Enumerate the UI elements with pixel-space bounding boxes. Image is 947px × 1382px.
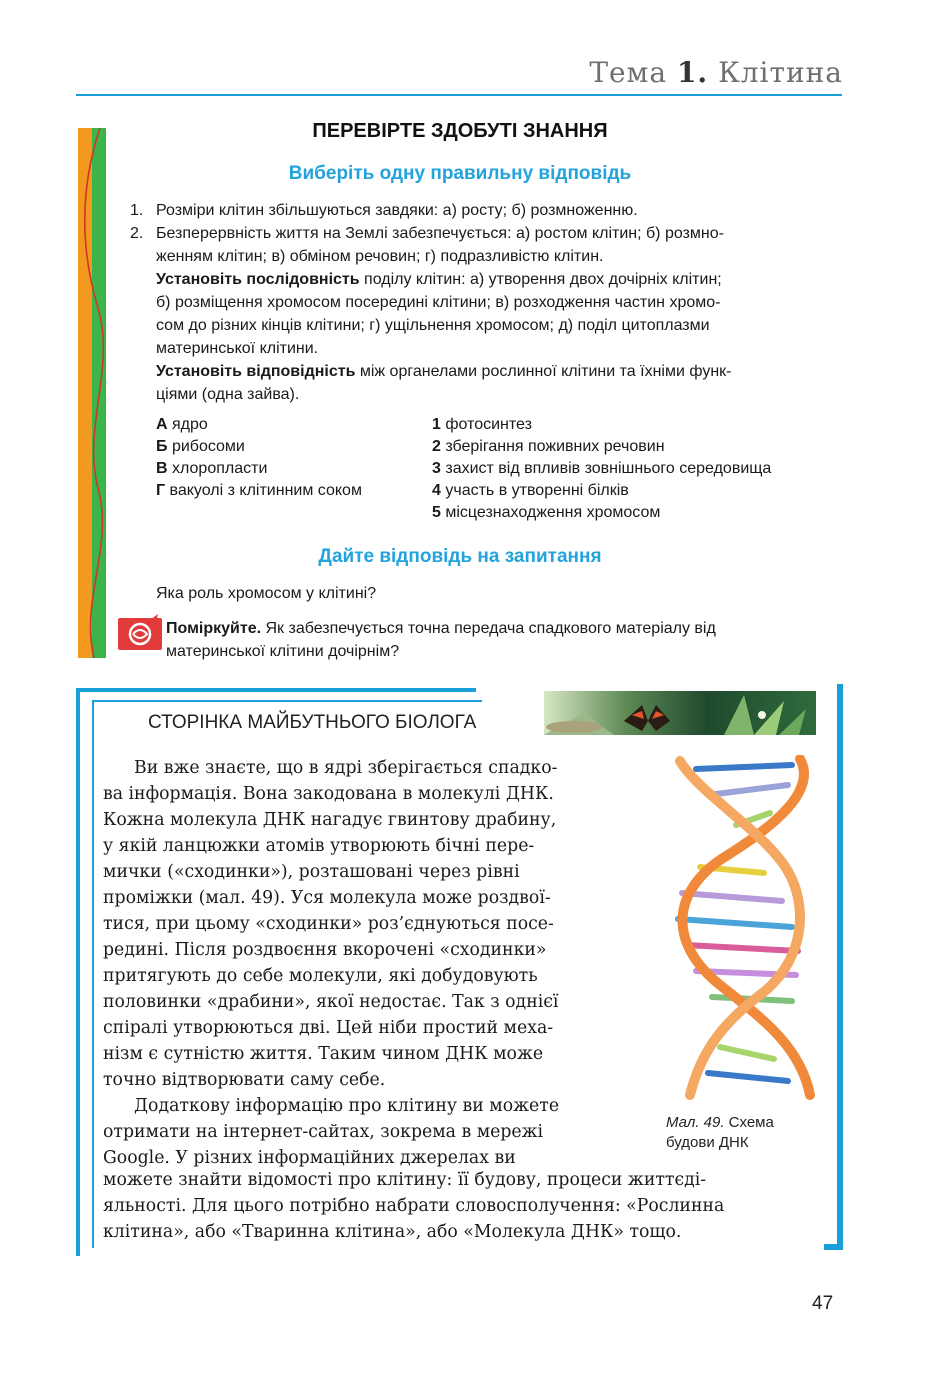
topic-label: Тема	[589, 56, 668, 89]
text-line: клітина», або «Тваринна клітина», або «Молекула ДНК» тощо.	[103, 1222, 682, 1242]
open-question: Яка роль хромосом у клітині?	[156, 585, 377, 602]
think-task-text: Як забезпечується точна передача спадкового матеріалу від	[261, 620, 716, 637]
question-2-cont: женням клітин; в) обміном речовин; г) подразливістю клітин.	[156, 248, 604, 265]
question-number: 1.	[130, 202, 144, 219]
think-task-bold: Поміркуйте.	[166, 620, 262, 637]
sequence-task-line3: сом до різних кінців клітини; г) ущільнення хромосом; д) поділ цитоплазми	[156, 317, 710, 334]
caption-label: Мал. 49.	[666, 1114, 725, 1131]
think-task-line1	[166, 617, 842, 640]
function-item: 3 захист від впливів зовнішнього середовища	[432, 460, 772, 477]
future-text-wide	[103, 1167, 813, 1245]
organelle-item: Б рибосоми	[156, 438, 245, 455]
text-line: притягують до себе молекули, які добудовують	[103, 966, 538, 986]
dna-helix-illustration	[660, 755, 830, 1100]
sequence-task-line1	[156, 268, 842, 291]
text-line: ва інформація. Вона закодована в молекулі ДНК.	[103, 784, 554, 804]
correspondence-task-line1	[156, 360, 842, 383]
topic-name: Клітина	[718, 56, 843, 89]
box-inner-border-top	[92, 700, 482, 702]
question-text: Безперервність життя на Землі забезпечується: а) ростом клітин; б) розмно-	[156, 225, 724, 242]
function-item: 4 участь в утворенні білків	[432, 482, 629, 499]
nature-photo-strip	[544, 691, 816, 735]
question-1	[130, 199, 842, 222]
subhead-answer-question: Дайте відповідь на запитання	[318, 546, 602, 567]
text-line: Google. У різних інформаційних джерелах ви	[103, 1148, 516, 1168]
future-text-narrow	[103, 755, 641, 1171]
sequence-task-line2: б) розміщення хромосом посередині клітини; в) розходження частин хромо-	[156, 294, 721, 311]
box-border-top	[76, 688, 476, 692]
think-task-line2: материнської клітини дочірнім?	[166, 643, 400, 660]
header-rule	[76, 94, 842, 96]
sequence-task-text: поділу клітин: а) утворення двох дочірніх клітин;	[359, 271, 722, 288]
correspondence-task-line2: ціями (одна зайва).	[156, 386, 300, 403]
subhead-choose-answer: Виберіть одну правильну відповідь	[288, 163, 632, 184]
text-line: отримати на інтернет-сайтах, зокрема в мережі	[103, 1122, 544, 1142]
text-line: Додаткову інформацію про клітину ви можете	[134, 1096, 560, 1116]
organelle-item: А ядро	[156, 416, 208, 433]
box-border-right	[837, 684, 843, 1250]
text-line: редині. Після роздвоєння вкорочені «сходинки»	[103, 940, 547, 960]
section-title: ПЕРЕВІРТЕ ЗДОБУТІ ЗНАННЯ	[312, 120, 608, 142]
box-border-bottom	[824, 1244, 843, 1250]
figure-caption	[666, 1113, 826, 1153]
page-number: 47	[812, 1293, 834, 1314]
brain-think-icon	[118, 614, 162, 650]
function-item: 1 фотосинтез	[432, 416, 532, 433]
text-line: половинки «драбини», якої недостає. Так з однієї	[103, 992, 559, 1012]
text-line: можете знайти відомості про клітину: її будову, процеси життєді-	[103, 1170, 707, 1190]
text-line: тися, при цьому «сходинки» роз’єднуються посе-	[103, 914, 554, 934]
question-text: Розміри клітин збільшуються завдяки: а) росту; б) розмноженню.	[156, 202, 638, 219]
text-line: у якій ланцюжки атомів утворюють бічні пере-	[103, 836, 535, 856]
box-border-left	[76, 688, 80, 1256]
text-line: точно відтворювати саму себе.	[103, 1070, 386, 1090]
organelle-item: Г вакуолі з клітинним соком	[156, 482, 362, 499]
text-line: Ви вже знаєте, що в ядрі зберігається спадко-	[134, 758, 558, 778]
text-line: проміжки (мал. 49). Уся молекула може роздвої-	[103, 888, 551, 908]
question-2	[130, 222, 842, 245]
text-line: нізм є сутністю життя. Таким чином ДНК може	[103, 1044, 544, 1064]
text-line: мички («сходинки»), розташовані через рівні	[103, 862, 520, 882]
caption-text: Схема	[724, 1114, 774, 1131]
sequence-task-bold: Установіть послідовність	[156, 271, 360, 288]
box-inner-border-left	[92, 700, 94, 1248]
text-line: яльності. Для цього потрібно набрати словосполучення: «Рослинна	[103, 1196, 725, 1216]
future-biologist-title: СТОРІНКА МАЙБУТНЬОГО БІОЛОГА	[148, 712, 477, 733]
topic-number: 1.	[676, 56, 709, 89]
topic-header	[589, 56, 843, 89]
correspondence-task-bold: Установіть відповідність	[156, 363, 356, 380]
function-item: 2 зберігання поживних речовин	[432, 438, 665, 455]
text-line: Кожна молекула ДНК нагадує гвинтову драбину,	[103, 810, 557, 830]
question-number: 2.	[130, 225, 144, 242]
sequence-task-line4: материнської клітини.	[156, 340, 319, 357]
organelle-item: В хлоропласти	[156, 460, 268, 477]
correspondence-task-text: між органелами рослинної клітини та їхніми функ-	[355, 363, 732, 380]
side-decoration-stripe	[78, 128, 106, 658]
caption-text-line2: будови ДНК	[666, 1134, 749, 1151]
function-item: 5 місцезнаходження хромосом	[432, 504, 661, 521]
text-line: спіралі утворюються дві. Цей ніби простий меха-	[103, 1018, 554, 1038]
